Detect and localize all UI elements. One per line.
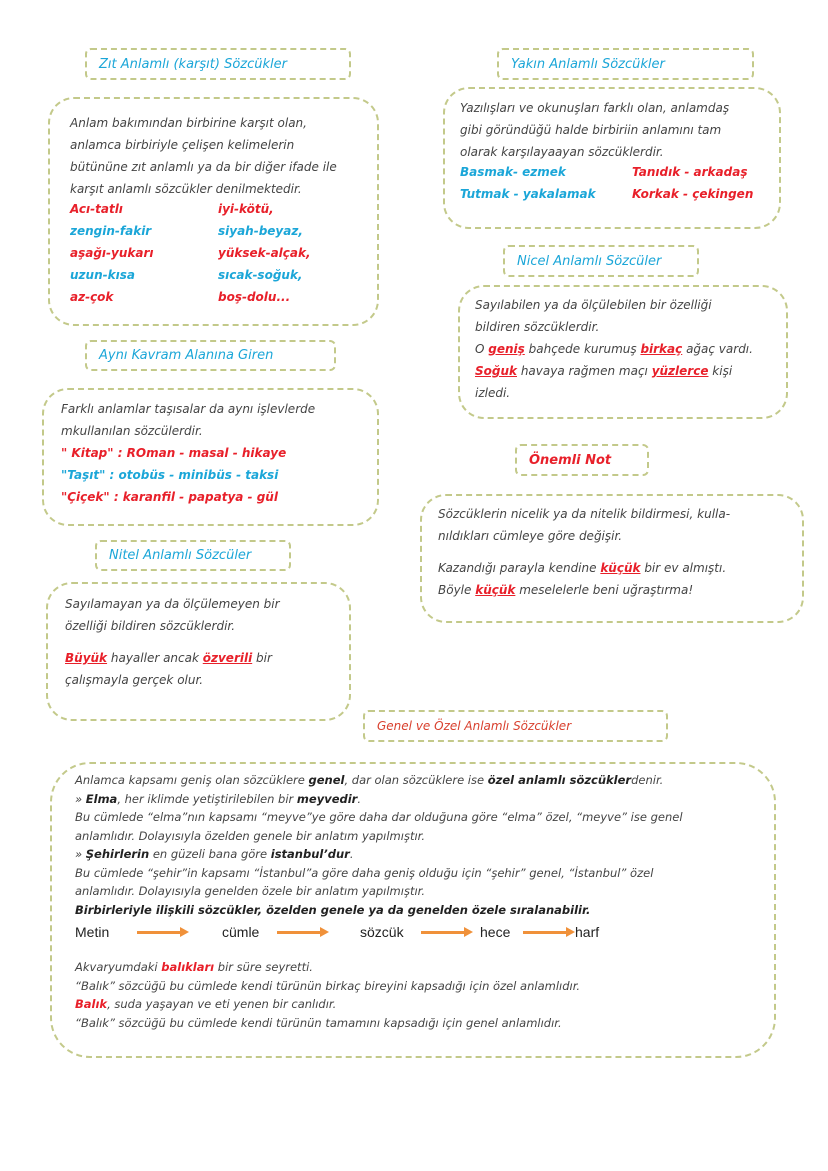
onemli-text xyxy=(438,503,730,601)
title-genel-ozel xyxy=(363,710,668,742)
text-line xyxy=(475,382,753,404)
text-segment: anlamlıdır. Dolayısıyla genelden özele bir anlatım yapılmıştır. xyxy=(75,884,425,898)
text-line xyxy=(61,464,315,486)
highlighted-word: "Çiçek" : karanfil - papatya - gül xyxy=(61,490,278,504)
text-line xyxy=(75,995,580,1014)
text-line xyxy=(75,771,683,790)
text-segment: bir ev almıştı. xyxy=(640,561,727,575)
chain-word: Metin xyxy=(75,924,110,940)
chain-word: sözcük xyxy=(360,924,404,940)
text-line xyxy=(475,360,753,382)
nicel-text xyxy=(475,294,753,404)
text-line xyxy=(65,593,280,615)
text-line xyxy=(75,1014,580,1033)
text-line xyxy=(65,647,280,669)
title-nicel-anlamli xyxy=(503,245,699,277)
text-line xyxy=(70,112,337,134)
text-segment: anlamca birbiriyle çelişen kelimelerin xyxy=(70,138,295,152)
zit-text xyxy=(70,112,337,200)
text-segment: Akvaryumdaki xyxy=(75,960,162,974)
text-segment: » xyxy=(75,847,86,861)
text-segment: mkullanılan sözcülerdir. xyxy=(61,424,203,438)
text-segment: havaya rağmen maçı xyxy=(517,364,652,378)
text-line xyxy=(460,119,729,141)
text-segment: Bu cümlede “şehir”in kapsamı “İstanbul”a göre daha geniş olduğu için “şehir” genel, “İstanbul” özel xyxy=(75,865,654,880)
text-line xyxy=(75,827,683,846)
text-line xyxy=(75,808,683,827)
highlighted-word: özel anlamlı sözcükler xyxy=(487,773,632,787)
text-segment: , suda yaşayan ve eti yenen bir canlıdır. xyxy=(107,997,337,1011)
text-line xyxy=(75,845,683,864)
text-segment: ağaç vardı. xyxy=(682,342,753,356)
text-segment: . xyxy=(357,791,361,806)
text-line xyxy=(61,442,315,464)
spacer xyxy=(438,547,730,557)
title-onemli-not xyxy=(515,444,649,476)
word-pair: Tanıdık - arkadaş xyxy=(632,165,748,179)
highlighted-word: "Taşıt" : otobüs - minibüs - taksi xyxy=(61,468,279,482)
text-segment: meselelerle beni uğraştırma! xyxy=(515,583,694,597)
highlighted-word: Soğuk xyxy=(475,364,517,378)
chain-word: harf xyxy=(575,924,600,940)
text-segment: Bu cümlede “elma”nın kapsamı “meyve”ye göre daha dar olduğuna göre “elma” özel, “meyve” ise genel xyxy=(75,810,683,824)
text-line xyxy=(438,557,730,579)
genel-text xyxy=(75,771,683,919)
word-pair: boş-dolu... xyxy=(218,290,291,304)
text-line xyxy=(75,790,683,809)
text-segment: Yazılışları ve okunuşları farklı olan, anlamdaş xyxy=(460,101,730,115)
title-yakin-anlamli xyxy=(497,48,754,80)
arrow-right-icon xyxy=(137,931,183,934)
text-segment: kişi xyxy=(708,364,733,378)
text-segment: Kazandığı parayla kendine xyxy=(438,561,601,575)
text-segment: izledi. xyxy=(475,386,511,400)
section-title: Aynı Kavram Alanına Giren xyxy=(99,348,274,363)
text-segment: gibi göründüğü halde birbiriin anlamını tam xyxy=(460,123,722,137)
text-segment: bütününe zıt anlamlı ya da bir diğer ifade ile xyxy=(70,160,337,174)
text-line xyxy=(438,525,730,547)
highlighted-word: geniş xyxy=(488,342,525,356)
text-segment: . xyxy=(349,847,354,861)
title-zit-anlamli xyxy=(85,48,351,80)
section-title: Nicel Anlamlı Sözcüler xyxy=(517,253,662,269)
word-pair: iyi-kötü, xyxy=(218,202,274,216)
text-segment: olarak karşılayaayan sözcüklerdir. xyxy=(460,145,664,159)
text-line xyxy=(61,420,315,442)
text-line xyxy=(438,579,730,601)
text-segment: özelliği bildiren sözcüklerdir. xyxy=(65,619,236,633)
text-line xyxy=(75,958,580,977)
text-line xyxy=(460,97,729,119)
text-segment: , dar olan sözcüklere ise xyxy=(344,773,488,787)
section-title: Önemli Not xyxy=(529,452,612,468)
section-title: Yakın Anlamlı Sözcükler xyxy=(511,56,665,72)
text-line xyxy=(75,977,580,996)
text-line xyxy=(75,864,683,883)
word-pair: yüksek-alçak, xyxy=(218,246,311,260)
section-title: Genel ve Özel Anlamlı Sözcükler xyxy=(377,719,572,733)
title-nitel-anlamli xyxy=(95,540,291,571)
text-line xyxy=(70,178,337,200)
text-segment: Sayılamayan ya da ölçülemeyen bir xyxy=(65,597,280,611)
word-pair: zengin-fakir xyxy=(70,224,152,238)
text-segment: O xyxy=(475,342,489,356)
arrow-right-icon xyxy=(421,931,467,934)
text-line xyxy=(75,901,683,920)
section-title: Nitel Anlamlı Sözcüler xyxy=(109,548,252,563)
highlighted-word: küçük xyxy=(600,561,641,575)
text-segment: bahçede kurumuş xyxy=(524,342,641,356)
ayni-text xyxy=(61,398,315,508)
text-segment: nıldıkları cümleye göre değişir. xyxy=(438,529,623,543)
text-line xyxy=(65,615,280,637)
text-line xyxy=(460,141,729,163)
highlighted-word: istanbul’dur xyxy=(270,847,350,861)
text-line xyxy=(70,134,337,156)
text-line xyxy=(438,503,730,525)
text-segment: » xyxy=(75,791,86,806)
word-pair: Acı-tatlı xyxy=(70,202,123,216)
text-line xyxy=(61,486,315,508)
text-segment: bir xyxy=(252,651,272,665)
text-segment: “Balık” sözcüğü bu cümlede kendi türünün birkaç bireyini kapsadığı için özel anlamlıdır. xyxy=(75,978,581,993)
text-line xyxy=(475,294,753,316)
genel-text-2 xyxy=(75,958,580,1032)
section-title: Zıt Anlamlı (karşıt) Sözcükler xyxy=(99,56,287,72)
text-line xyxy=(75,882,683,901)
text-segment: en güzeli bana göre xyxy=(149,847,271,861)
highlighted-word: Şehirlerin xyxy=(85,847,150,861)
highlighted-word: meyvedir xyxy=(296,791,358,806)
word-pair: az-çok xyxy=(70,290,114,304)
highlighted-word: birkaç xyxy=(640,342,683,356)
chain-word: cümle xyxy=(222,924,260,940)
highlighted-word: Birbirleriyle ilişkili sözcükler, özelden genele ya da genelden özele sıralanabilir. xyxy=(75,902,591,917)
highlighted-word: balıkları xyxy=(161,960,215,974)
text-line xyxy=(65,669,280,691)
text-segment: hayaller ancak xyxy=(107,651,203,665)
text-segment: Böyle xyxy=(438,583,476,597)
nitel-text xyxy=(65,593,280,691)
text-line xyxy=(70,156,337,178)
word-pair: Tutmak - yakalamak xyxy=(460,187,596,201)
text-line xyxy=(475,338,753,360)
text-segment: Sözcüklerin nicelik ya da nitelik bildirmesi, kulla- xyxy=(438,507,731,521)
spacer xyxy=(65,637,280,647)
highlighted-word: küçük xyxy=(475,583,516,597)
word-pair: uzun-kısa xyxy=(70,268,135,282)
text-segment: denir. xyxy=(631,773,664,787)
text-line xyxy=(475,316,753,338)
text-segment: , her iklimde yetiştirilebilen bir xyxy=(117,791,297,806)
text-segment: çalışmayla gerçek olur. xyxy=(65,673,204,687)
highlighted-word: özverili xyxy=(202,651,253,665)
text-segment: “Balık” sözcüğü bu cümlede kendi türünün tamamını kapsadığı için genel anlamlıdır. xyxy=(75,1015,562,1030)
text-segment: karşıt anlamlı sözcükler denilmektedir. xyxy=(70,182,302,196)
highlighted-word: Elma xyxy=(85,791,118,806)
word-pair: Korkak - çekingen xyxy=(632,187,754,201)
word-pair: Basmak- ezmek xyxy=(460,165,566,179)
arrow-right-icon xyxy=(277,931,323,934)
text-segment: bir süre seyretti. xyxy=(214,960,313,974)
highlighted-word: Balık xyxy=(75,997,108,1011)
title-ayni-kavram xyxy=(85,340,336,371)
highlighted-word: Büyük xyxy=(65,651,108,665)
yakin-text xyxy=(460,97,729,163)
highlighted-word: genel xyxy=(308,773,345,787)
text-line xyxy=(61,398,315,420)
word-pair: siyah-beyaz, xyxy=(218,224,303,238)
chain-word: hece xyxy=(480,924,511,940)
highlighted-word: " Kitap" : ROman - masal - hikaye xyxy=(61,446,287,460)
text-segment: Sayılabilen ya da ölçülebilen bir özelliği xyxy=(475,298,712,312)
text-segment: Farklı anlamlar taşısalar da aynı işlevlerde xyxy=(61,402,316,416)
text-segment: Anlam bakımından birbirine karşıt olan, xyxy=(70,116,307,130)
text-segment: Anlamca kapsamı geniş olan sözcüklere xyxy=(75,773,309,787)
text-segment: bildiren sözcüklerdir. xyxy=(475,320,600,334)
word-pair: sıcak-soğuk, xyxy=(218,268,303,282)
word-pair: aşağı-yukarı xyxy=(70,246,154,260)
text-segment: anlamlıdır. Dolayısıyla özelden genele bir anlatım yapılmıştır. xyxy=(75,828,425,843)
highlighted-word: yüzlerce xyxy=(651,364,709,378)
arrow-right-icon xyxy=(523,931,569,934)
